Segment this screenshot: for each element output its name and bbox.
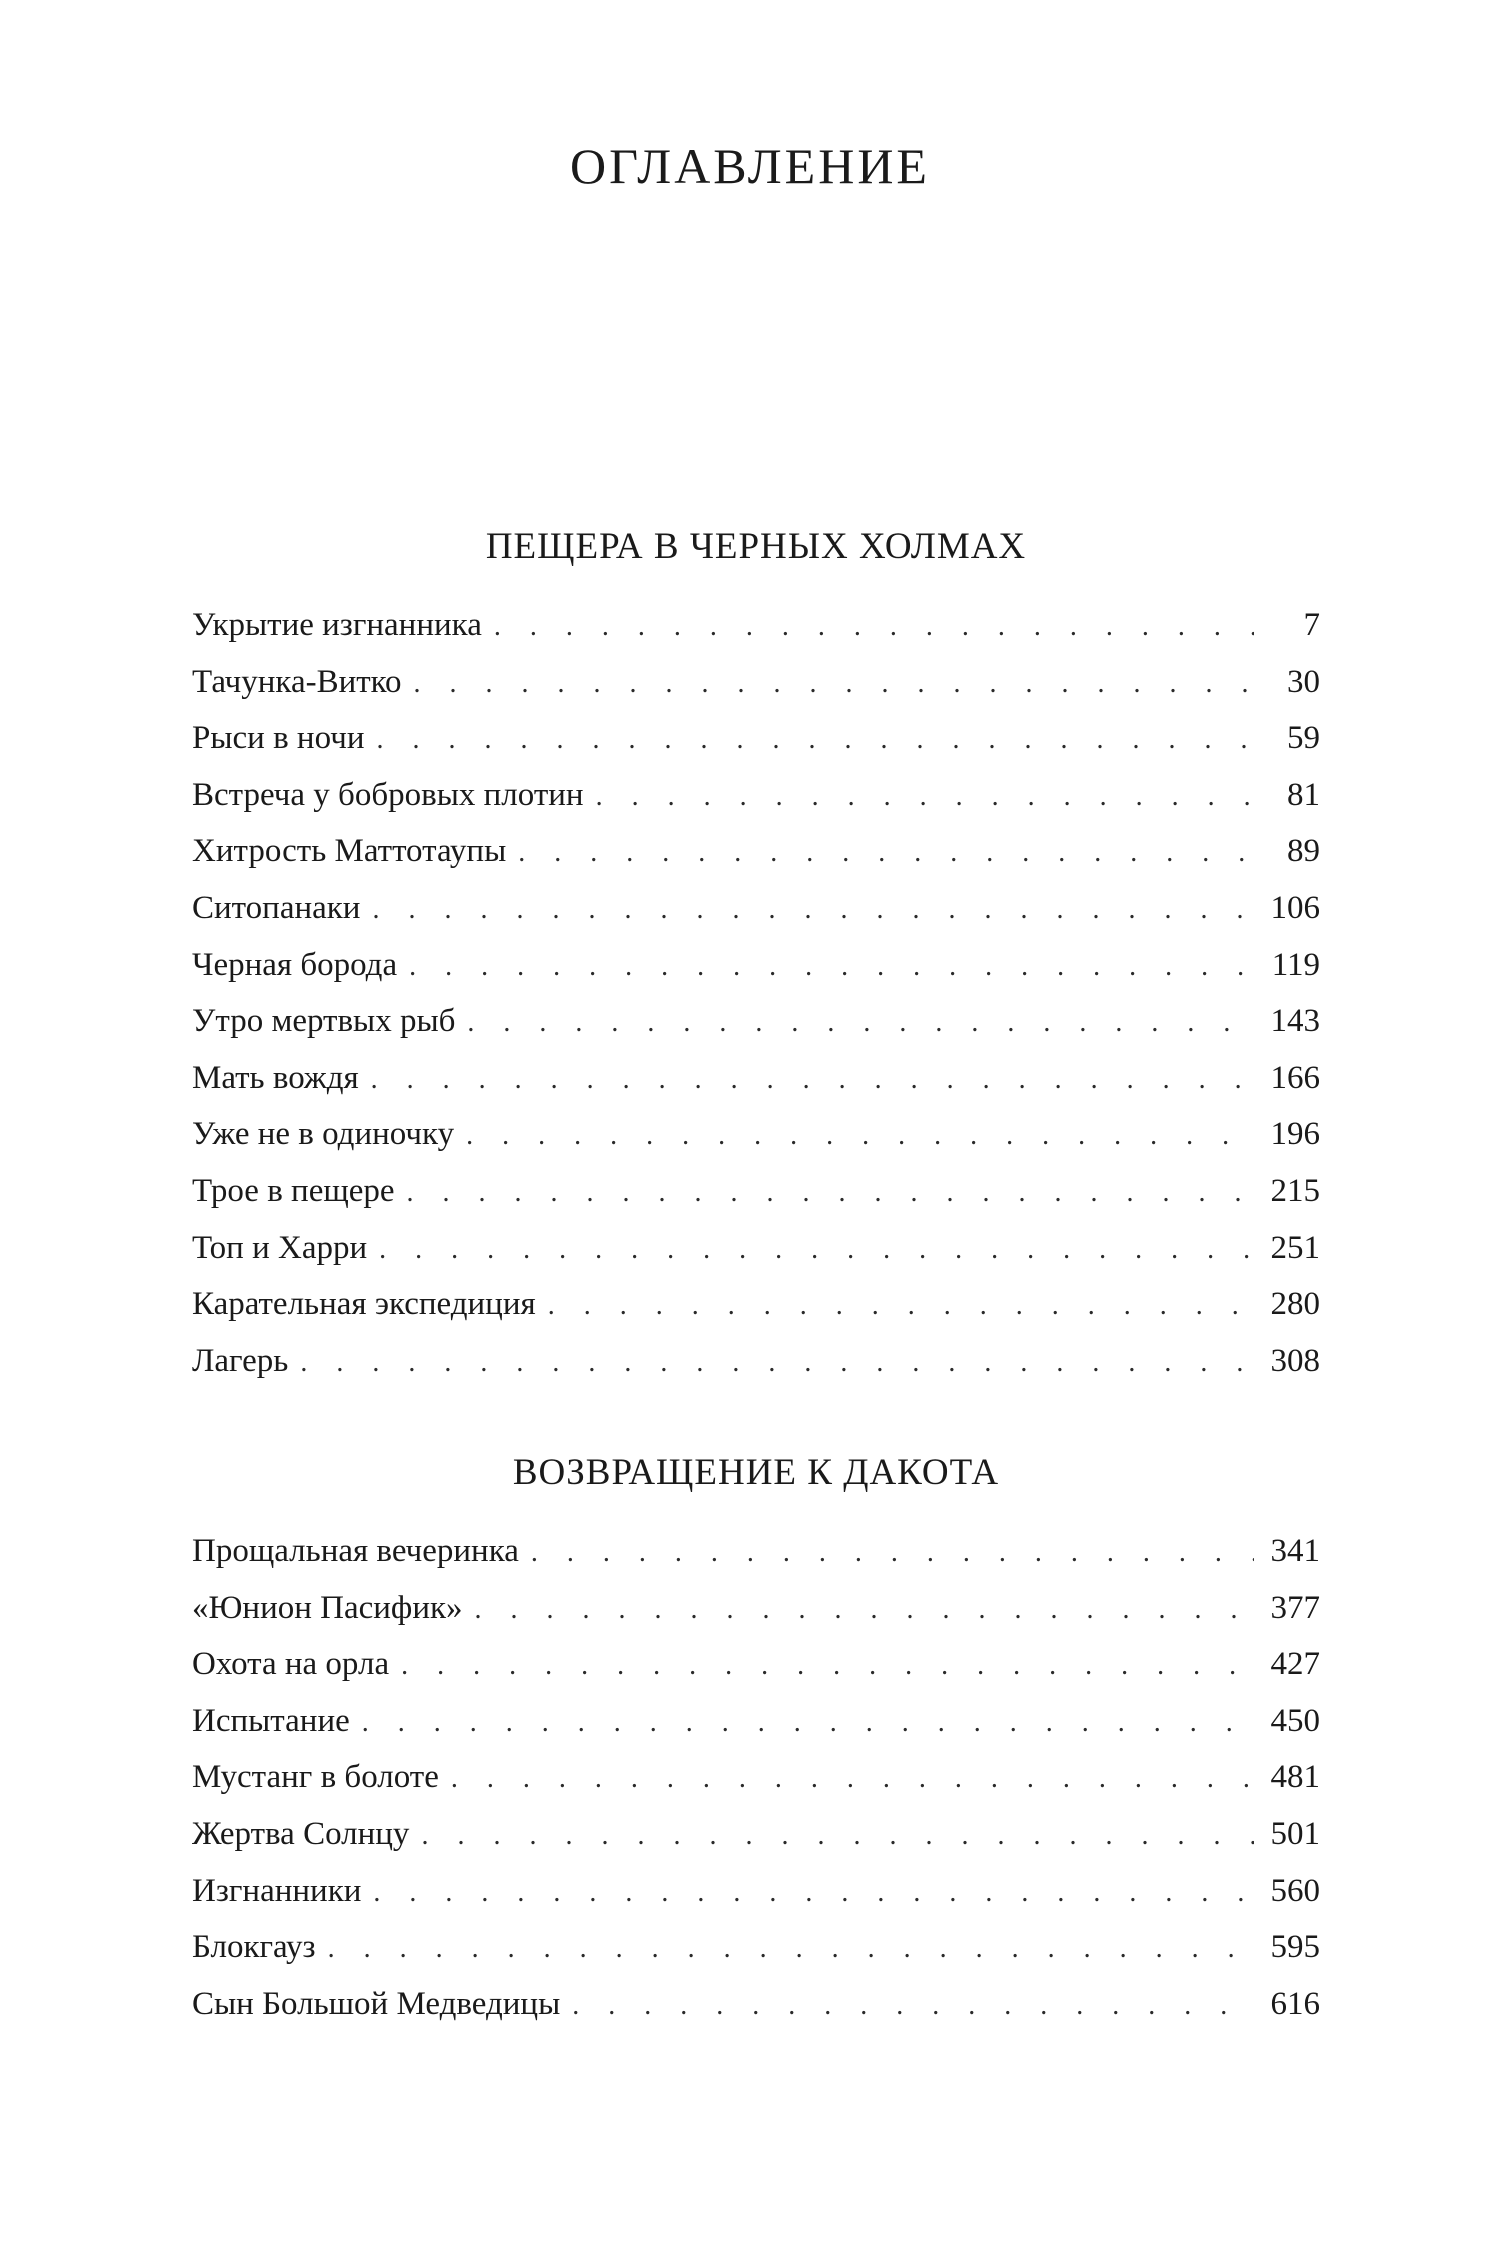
toc-entry [192, 1871, 1320, 1928]
toc-entry-title: Изгнанники [192, 1872, 362, 1909]
toc-entry-page: 616 [1270, 1985, 1320, 2022]
toc-entry-page: 119 [1271, 946, 1320, 983]
dot-leader [409, 947, 1254, 987]
toc-entry [192, 1757, 1320, 1814]
toc-entry-page: 166 [1270, 1059, 1320, 1096]
dot-leader [531, 1533, 1254, 1573]
toc-entry-list [192, 605, 1320, 1397]
dot-leader [373, 1873, 1254, 1913]
toc-section-return-to-dakota [192, 1449, 1320, 2040]
dot-leader [467, 1003, 1254, 1043]
toc-entry [192, 1701, 1320, 1758]
dot-leader [401, 1646, 1254, 1686]
dot-leader [451, 1759, 1254, 1799]
toc-entry [192, 1644, 1320, 1701]
toc-entry-title: Жертва Солнцу [192, 1815, 410, 1852]
toc-entry-title: Рыси в ночи [192, 720, 365, 757]
toc-entry [192, 1001, 1320, 1058]
dot-leader [494, 607, 1254, 647]
toc-entry-title: Карательная экспедиция [192, 1286, 536, 1323]
toc-entry [192, 888, 1320, 945]
toc-entry-title: Топ и Харри [192, 1229, 368, 1266]
dot-leader [548, 1286, 1254, 1326]
toc-section-cave-black-hills [192, 523, 1320, 1397]
dot-leader [414, 664, 1254, 704]
toc-entry-list [192, 1531, 1320, 2040]
toc-entry-title: Блокгауз [192, 1929, 316, 1966]
dot-leader [572, 1986, 1254, 2026]
toc-entry-title: Прощальная вечеринка [192, 1533, 519, 1569]
dot-leader [518, 833, 1254, 873]
dot-leader [300, 1343, 1254, 1383]
toc-entry-page: 341 [1270, 1533, 1320, 1569]
toc-entry-page: 427 [1270, 1646, 1320, 1683]
toc-entry [192, 945, 1320, 1002]
toc-entry [192, 1171, 1320, 1228]
page-title: ОГЛАВЛЕНИЕ [570, 138, 930, 194]
toc-entry [192, 1341, 1320, 1398]
toc-entry-title: Уже не в одиночку [192, 1116, 455, 1153]
toc-entry-page: 81 [1287, 776, 1320, 813]
toc-entry-title: Ситопанаки [192, 889, 361, 926]
dot-leader [596, 777, 1254, 817]
toc-entry-title: Тачунка-Витко [192, 663, 402, 700]
toc-entry-title: Лагерь [192, 1342, 289, 1379]
dot-leader [407, 1173, 1254, 1213]
dot-leader [328, 1929, 1254, 1969]
toc-entry-page: 143 [1270, 1003, 1320, 1040]
toc-entry-page: 30 [1287, 663, 1320, 700]
toc-entry-title: Укрытие изгнанника [192, 607, 482, 643]
toc-entry-title: Мустанг в болоте [192, 1759, 439, 1796]
section-heading: ВОЗВРАЩЕНИЕ К ДАКОТА [512, 1452, 1000, 1493]
toc-entry [192, 1531, 1320, 1588]
toc-entry-page: 7 [1303, 607, 1320, 643]
section-heading: ПЕЩЕРА В ЧЕРНЫХ ХОЛМАХ [485, 526, 1027, 567]
toc-entry-title: Трое в пещере [192, 1172, 395, 1209]
toc-entry-page: 196 [1270, 1116, 1320, 1153]
toc-entry-page: 251 [1270, 1229, 1320, 1266]
toc-entry [192, 775, 1320, 832]
toc-entry-page: 481 [1270, 1759, 1320, 1796]
dot-leader [421, 1816, 1254, 1856]
toc-entry-title: Сын Большой Медведицы [192, 1985, 561, 2022]
toc-entry-page: 280 [1270, 1286, 1320, 1323]
toc-entry [192, 1984, 1320, 2041]
dot-leader [371, 1060, 1254, 1100]
toc-entry-page: 106 [1270, 889, 1320, 926]
toc-entry-page: 595 [1270, 1929, 1320, 1966]
toc-entry-page: 308 [1270, 1342, 1320, 1379]
toc-entry-title: «Юнион Пасифик» [192, 1589, 463, 1626]
toc-entry [192, 1814, 1320, 1871]
toc-entry [192, 831, 1320, 888]
toc-entry-title: Мать вождя [192, 1059, 359, 1096]
toc-entry [192, 718, 1320, 775]
dot-leader [372, 890, 1254, 930]
toc-entry [192, 1228, 1320, 1285]
toc-entry-title: Хитрость Маттотаупы [192, 833, 507, 870]
toc-entry-title: Встреча у бобровых плотин [192, 776, 584, 813]
toc-entry-title: Черная борода [192, 946, 398, 983]
dot-leader [475, 1590, 1254, 1630]
toc-entry-page: 59 [1287, 720, 1320, 757]
toc-entry-page: 560 [1270, 1872, 1320, 1909]
toc-entry [192, 1114, 1320, 1171]
toc-entry [192, 1284, 1320, 1341]
toc-entry [192, 605, 1320, 662]
dot-leader [466, 1116, 1254, 1156]
toc-entry-page: 377 [1270, 1589, 1320, 1626]
toc-entry-page: 89 [1287, 833, 1320, 870]
toc-entry-title: Испытание [192, 1702, 350, 1739]
toc-entry-title: Утро мертвых рыб [192, 1003, 456, 1040]
toc-entry-page: 450 [1270, 1702, 1320, 1739]
toc-entry [192, 1058, 1320, 1115]
toc-entry-page: 501 [1270, 1815, 1320, 1852]
dot-leader [376, 720, 1254, 760]
dot-leader [362, 1703, 1254, 1743]
toc-entry [192, 1927, 1320, 1984]
toc-entry [192, 662, 1320, 719]
dot-leader [379, 1230, 1254, 1270]
toc-entry [192, 1588, 1320, 1645]
toc-entry-title: Охота на орла [192, 1646, 390, 1683]
toc-entry-page: 215 [1270, 1172, 1320, 1209]
